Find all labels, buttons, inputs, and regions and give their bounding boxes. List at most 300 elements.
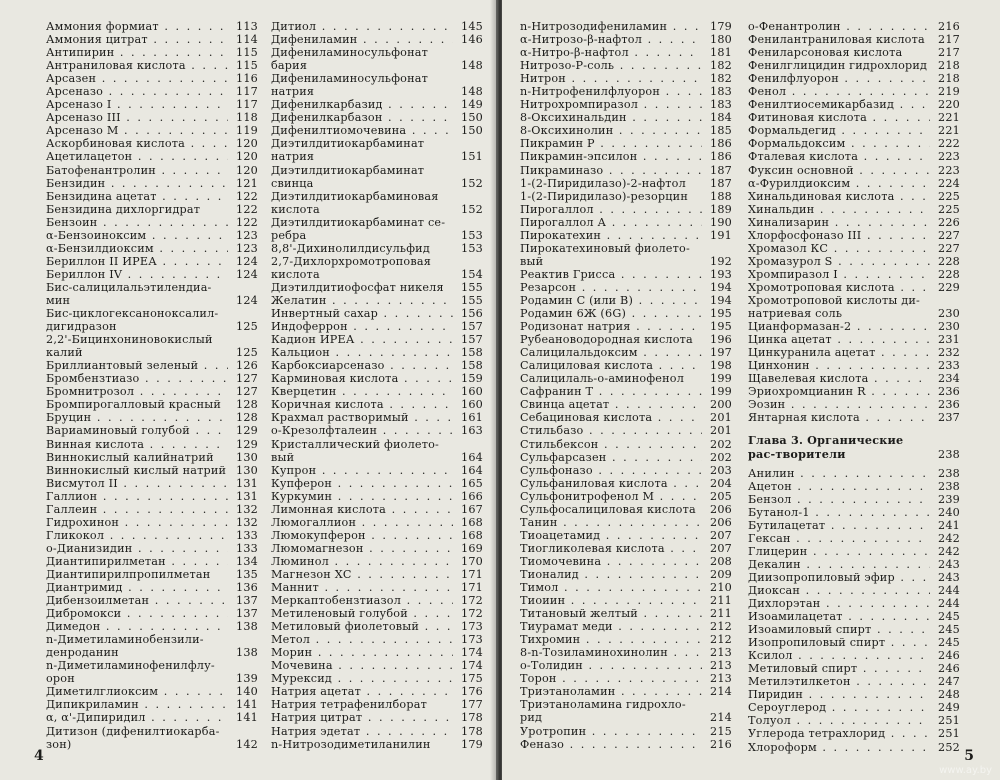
entry-name: Пирогаллол А . . . <box>520 216 702 229</box>
index-entry <box>271 242 483 255</box>
entry-name: 2,7-Дихлорхромотроповая кислота <box>271 254 431 281</box>
entry-page-number: 128 <box>236 411 258 425</box>
entry-page-number: 131 <box>236 476 258 490</box>
entry-name: Феназо . . . <box>520 738 702 751</box>
index-entry <box>46 72 258 85</box>
index-entry <box>520 229 732 242</box>
index-entry <box>748 164 960 177</box>
index-entry <box>46 685 258 698</box>
index-entry <box>748 242 960 255</box>
entry-name: n-Диметиламинофенилфлу-орон <box>46 659 215 686</box>
entry-page-number: 122 <box>236 215 258 229</box>
entry-page-number: 209 <box>710 567 732 581</box>
index-entry <box>46 177 258 190</box>
entry-name: Натрия ацетат . . . <box>271 685 453 698</box>
entry-name: Сульфоназо . . . <box>520 464 702 477</box>
index-entry <box>46 477 258 490</box>
entry-page-number: 182 <box>710 72 732 86</box>
entry-page-number: 230 <box>938 320 960 334</box>
entry-name: Бромбензтиазо . . . <box>46 372 228 385</box>
entry-page-number: 117 <box>236 85 258 99</box>
entry-page-number: 129 <box>236 424 258 438</box>
entry-name: Тиоиин . . . <box>520 594 702 607</box>
entry-page-number: 120 <box>236 137 258 151</box>
entry-page-number: 159 <box>461 372 483 386</box>
entry-page-number: 174 <box>461 659 483 673</box>
index-entry <box>46 33 258 46</box>
entry-page-number: 230 <box>938 307 960 321</box>
index-entry <box>46 20 258 33</box>
entry-page-number: 186 <box>710 137 732 151</box>
entry-page-number: 120 <box>236 150 258 164</box>
entry-name: Метиленовый голубой . . . <box>271 607 453 620</box>
entry-name: α-Нитро-β-нафтол . . . <box>520 46 702 59</box>
entry-name: Хлорфосфоназо III . . . <box>748 229 930 242</box>
entry-name: Хлороформ . . . <box>748 741 930 754</box>
index-entry <box>271 685 483 698</box>
index-entry <box>520 242 732 268</box>
entry-name: Купферон . . . <box>271 477 453 490</box>
index-entry <box>520 333 732 346</box>
index-entry <box>520 633 732 646</box>
index-entry <box>520 738 732 751</box>
entry-name: Пикрамин Р . . . <box>520 137 702 150</box>
entry-page-number: 192 <box>710 254 732 268</box>
entry-page-number: 170 <box>461 554 483 568</box>
index-entry <box>748 255 960 268</box>
entry-page-number: 133 <box>236 528 258 542</box>
entry-page-number: 121 <box>236 176 258 190</box>
entry-name: Торон . . . <box>520 672 702 685</box>
entry-page-number: 127 <box>236 385 258 399</box>
entry-page-number: 245 <box>938 636 960 650</box>
index-entry <box>748 545 960 558</box>
index-entry <box>748 229 960 242</box>
entry-name: Толуол . . . <box>748 714 930 727</box>
entry-name: 2,2'-Бицинхониновокислый калий <box>46 333 213 360</box>
entry-name: Гексан . . . <box>748 532 930 545</box>
entry-name: Тимол . . . <box>520 581 702 594</box>
index-entry <box>271 346 483 359</box>
entry-page-number: 242 <box>938 544 960 558</box>
index-entry <box>46 711 258 724</box>
entry-name: Арсеназо М . . . <box>46 124 228 137</box>
index-entry <box>520 385 732 398</box>
entry-page-number: 202 <box>710 450 732 464</box>
entry-page-number: 213 <box>710 659 732 673</box>
entry-name: Стильбазо . . . <box>520 424 702 437</box>
index-entry <box>748 124 960 137</box>
entry-name: Тиогликолевая кислота . . . <box>520 542 702 555</box>
entry-name: Фуксин основной . . . <box>748 164 930 177</box>
entry-name: Арсеназо III . . . <box>46 111 228 124</box>
entry-page-number: 160 <box>461 398 483 412</box>
entry-page-number: 158 <box>461 346 483 360</box>
entry-page-number: 241 <box>938 518 960 532</box>
index-entry <box>520 398 732 411</box>
index-entry <box>520 85 732 98</box>
entry-page-number: 166 <box>461 489 483 503</box>
index-entry <box>520 111 732 124</box>
index-entry <box>748 333 960 346</box>
index-entry <box>46 137 258 150</box>
entry-page-number: 155 <box>461 280 483 294</box>
index-entry <box>520 372 732 385</box>
index-entry <box>271 46 483 72</box>
index-entry <box>271 594 483 607</box>
entry-page-number: 165 <box>461 476 483 490</box>
entry-page-number: 246 <box>938 649 960 663</box>
entry-page-number: 173 <box>461 633 483 647</box>
entry-page-number: 113 <box>236 20 258 33</box>
index-entry <box>520 464 732 477</box>
entry-page-number: 163 <box>461 424 483 438</box>
entry-name: Кристаллический фиолето-вый <box>271 437 439 464</box>
index-entry <box>271 464 483 477</box>
entry-name: Эриохромцианин R . . . <box>748 385 930 398</box>
entry-page-number: 212 <box>710 620 732 634</box>
index-entry <box>748 268 960 281</box>
entry-page-number: 173 <box>461 620 483 634</box>
index-entry <box>520 620 732 633</box>
index-entry <box>748 137 960 150</box>
entry-name: Родамин 6Ж (6G) . . . <box>520 307 702 320</box>
entry-name: Коричная кислота . . . <box>271 398 453 411</box>
entry-name: Тиоацетамид . . . <box>520 529 702 542</box>
index-entry <box>748 98 960 111</box>
entry-name: Висмутол II . . . <box>46 477 228 490</box>
entry-name: n-Нитрозодиметиланилин <box>271 737 431 751</box>
entry-name: Кадион ИРЕА . . . <box>271 333 453 346</box>
index-entry <box>271 411 483 424</box>
entry-name: Бензоин . . . <box>46 216 228 229</box>
entry-name: Резарсон . . . <box>520 281 702 294</box>
index-entry <box>46 451 258 464</box>
entry-name: Тихромин . . . <box>520 633 702 646</box>
entry-page-number: 125 <box>236 320 258 334</box>
index-entry <box>271 698 483 711</box>
entry-page-number: 180 <box>710 33 732 47</box>
entry-name: Бериллон IV . . . <box>46 268 228 281</box>
entry-page-number: 184 <box>710 111 732 125</box>
entry-page-number: 138 <box>236 646 258 660</box>
index-entry <box>46 203 258 216</box>
entry-page-number: 220 <box>938 98 960 112</box>
entry-page-number: 240 <box>938 505 960 519</box>
entry-page-number: 177 <box>461 698 483 712</box>
index-entry <box>271 164 483 190</box>
index-entry <box>520 33 732 46</box>
index-entry <box>520 281 732 294</box>
entry-page-number: 168 <box>461 515 483 529</box>
entry-page-number: 129 <box>236 437 258 451</box>
index-entry <box>46 581 258 594</box>
entry-page-number: 193 <box>710 267 732 281</box>
index-entry <box>46 516 258 529</box>
entry-page-number: 225 <box>938 202 960 216</box>
entry-name: Стильбексон . . . <box>520 438 702 451</box>
entry-name: Диметилглиоксим . . . <box>46 685 228 698</box>
index-entry <box>748 411 960 424</box>
entry-page-number: 188 <box>710 189 732 203</box>
entry-name: Диизопропиловый эфир . . . <box>748 571 930 584</box>
index-entry <box>46 698 258 711</box>
index-entry <box>748 623 960 636</box>
entry-name: Натрия эдетат . . . <box>271 725 453 738</box>
entry-name: Бензидин . . . <box>46 177 228 190</box>
entry-name: Дибромокси . . . <box>46 607 228 620</box>
index-entry <box>271 216 483 242</box>
entry-name: Сульфонитрофенол М . . . <box>520 490 702 503</box>
entry-name: Дифениламиносульфонат натрия <box>271 72 429 99</box>
index-entry <box>520 438 732 451</box>
index-entry <box>46 542 258 555</box>
index-entry <box>520 555 732 568</box>
index-entry <box>46 424 258 437</box>
index-entry <box>46 503 258 516</box>
entry-page-number: 199 <box>710 385 732 399</box>
entry-page-number: 210 <box>710 581 732 595</box>
entry-name: Арсеназо I . . . <box>46 98 228 111</box>
index-entry <box>748 636 960 649</box>
entry-page-number: 122 <box>236 189 258 203</box>
index-entry <box>520 477 732 490</box>
entry-name: Изоамиловый спирт . . . <box>748 623 930 636</box>
entry-page-number: 190 <box>710 215 732 229</box>
entry-name: Диоксан . . . <box>748 584 930 597</box>
index-entry <box>520 177 732 190</box>
entry-page-number: 200 <box>710 398 732 412</box>
index-entry <box>520 529 732 542</box>
entry-page-number: 125 <box>236 346 258 360</box>
index-entry <box>748 727 960 740</box>
index-entry <box>748 177 960 190</box>
index-entry <box>271 542 483 555</box>
entry-page-number: 176 <box>461 685 483 699</box>
index-entry <box>748 675 960 688</box>
entry-page-number: 187 <box>710 176 732 190</box>
entry-name: Ацетон . . . <box>748 480 930 493</box>
entry-name: Бензол . . . <box>748 493 930 506</box>
entry-name: Мочевина . . . <box>271 659 453 672</box>
entry-name: Щавелевая кислота . . . <box>748 372 930 385</box>
entry-name: Диантримид . . . <box>46 581 228 594</box>
entry-name: Натрия цитрат . . . <box>271 711 453 724</box>
entry-name: Бис-салицилальэтилендиа-мин <box>46 280 212 307</box>
entry-name: n-Диметиламинобензили-денроданин <box>46 633 204 660</box>
entry-name: Аммония формиат . . . <box>46 20 228 33</box>
entry-name: Изоамилацетат . . . <box>748 610 930 623</box>
entry-name: Фениларсоновая кислота <box>748 46 903 60</box>
index-entry <box>46 229 258 242</box>
entry-page-number: 169 <box>461 541 483 555</box>
index-column <box>520 20 732 751</box>
entry-page-number: 150 <box>461 111 483 125</box>
index-entry <box>271 33 483 46</box>
index-entry <box>748 46 960 59</box>
index-entry <box>520 164 732 177</box>
index-entry <box>271 424 483 437</box>
index-entry <box>271 620 483 633</box>
entry-name: Диэтилдитиофосфат никеля <box>271 280 444 294</box>
index-entry <box>748 480 960 493</box>
index-entry <box>748 714 960 727</box>
page-number: 5 <box>964 748 974 764</box>
index-column <box>271 20 483 751</box>
entry-name: Триэтаноламин . . . <box>520 685 702 698</box>
entry-page-number: 195 <box>710 307 732 321</box>
entry-name: Пикрамин-эпсилон . . . <box>520 150 702 163</box>
entry-page-number: 214 <box>710 711 732 725</box>
entry-name: Маннит . . . <box>271 581 453 594</box>
index-entry <box>520 646 732 659</box>
entry-name: Хинальдин . . . <box>748 203 930 216</box>
index-entry <box>748 85 960 98</box>
entry-name: Пирокатехиновый фиолето-вый <box>520 241 690 268</box>
entry-page-number: 212 <box>710 633 732 647</box>
entry-name: Дибензоилметан . . . <box>46 594 228 607</box>
index-entry <box>520 516 732 529</box>
index-entry <box>271 568 483 581</box>
entry-name: Себациновая кислота . . . <box>520 411 702 424</box>
index-entry <box>46 607 258 620</box>
entry-page-number: 124 <box>236 254 258 268</box>
entry-page-number: 207 <box>710 541 732 555</box>
index-entry <box>46 529 258 542</box>
entry-page-number: 245 <box>938 610 960 624</box>
entry-page-number: 124 <box>236 293 258 307</box>
entry-page-number: 191 <box>710 228 732 242</box>
entry-page-number: 251 <box>938 727 960 741</box>
entry-page-number: 231 <box>938 333 960 347</box>
entry-name: Дифенилтиомочевина . . . <box>271 124 453 137</box>
entry-name: Галлион . . . <box>46 490 228 503</box>
index-entry <box>46 464 258 477</box>
entry-name: Углерода тетрахлорид . . . <box>748 727 930 740</box>
entry-name: Глицерин . . . <box>748 545 930 558</box>
entry-name: Фенилтиосемикарбазид . . . <box>748 98 930 111</box>
index-entry <box>271 581 483 594</box>
entry-name: 8,8'-Дихинолилдисульфид <box>271 241 430 255</box>
entry-name: Реактив Грисса . . . <box>520 268 702 281</box>
entry-page-number: 153 <box>461 241 483 255</box>
entry-page-number: 205 <box>710 489 732 503</box>
index-entry <box>748 111 960 124</box>
entry-name: α-Фурилдиоксим . . . <box>748 177 930 190</box>
entry-page-number: 164 <box>461 463 483 477</box>
index-entry <box>271 672 483 685</box>
entry-name: Морин . . . <box>271 646 453 659</box>
entry-name: Пирокатехин . . . <box>520 229 702 242</box>
index-entry <box>748 506 960 519</box>
entry-name: Салицилальдоксим . . . <box>520 346 702 359</box>
entry-page-number: 117 <box>236 98 258 112</box>
index-entry <box>748 584 960 597</box>
index-entry <box>271 711 483 724</box>
entry-name: Диэтилдитиокарбаминовая кислота <box>271 189 439 216</box>
entry-page-number: 146 <box>461 33 483 47</box>
index-entry <box>46 124 258 137</box>
index-entry <box>748 571 960 584</box>
entry-page-number: 124 <box>236 267 258 281</box>
entry-page-number: 183 <box>710 85 732 99</box>
entry-name: Фенилфлуорон . . . <box>748 72 930 85</box>
index-entry <box>46 190 258 203</box>
index-entry <box>271 72 483 98</box>
index-entry <box>271 477 483 490</box>
entry-name: Танин . . . <box>520 516 702 529</box>
index-entry <box>748 346 960 359</box>
entry-page-number: 133 <box>236 541 258 555</box>
index-entry <box>520 307 732 320</box>
index-entry <box>46 85 258 98</box>
index-entry <box>271 398 483 411</box>
index-entry <box>46 359 258 372</box>
index-entry <box>271 294 483 307</box>
index-entry <box>520 411 732 424</box>
entry-page-number: 160 <box>461 385 483 399</box>
entry-page-number: 120 <box>236 163 258 177</box>
entry-page-number: 126 <box>236 359 258 373</box>
entry-name: Родизонат натрия . . . <box>520 320 702 333</box>
index-entry <box>271 607 483 620</box>
entry-page-number: 182 <box>710 59 732 73</box>
index-entry <box>46 438 258 451</box>
entry-page-number: 195 <box>710 320 732 334</box>
entry-page-number: 179 <box>710 20 732 33</box>
entry-page-number: 135 <box>236 567 258 581</box>
index-entry <box>748 359 960 372</box>
entry-page-number: 128 <box>236 398 258 412</box>
entry-page-number: 130 <box>236 463 258 477</box>
entry-name: Индоферрон . . . <box>271 320 453 333</box>
entry-name: Вариаминовый голубой . . . <box>46 424 228 437</box>
index-entry <box>748 662 960 675</box>
entry-name: Хромпиразол I . . . <box>748 268 930 281</box>
entry-page-number: 238 <box>938 479 960 493</box>
index-entry <box>46 411 258 424</box>
entry-page-number: 213 <box>710 672 732 686</box>
entry-page-number: 123 <box>236 228 258 242</box>
entry-name: Желатин . . . <box>271 294 453 307</box>
entry-page-number: 246 <box>938 662 960 676</box>
watermark: www.ay.by <box>939 765 992 776</box>
entry-name: Анилин . . . <box>748 467 930 480</box>
index-entry <box>46 725 258 751</box>
entry-name: Дифениламиносульфонат бария <box>271 46 429 73</box>
entry-page-number: 157 <box>461 333 483 347</box>
entry-name: Виннокислый калийнатрий <box>46 450 214 464</box>
entry-name: 1-(2-Пиридилазо)-2-нафтол <box>520 176 686 190</box>
entry-page-number: 130 <box>236 450 258 464</box>
index-entry <box>748 532 960 545</box>
entry-page-number: 227 <box>938 241 960 255</box>
entry-name: Метилэтилкетон . . . <box>748 675 930 688</box>
index-entry <box>271 438 483 464</box>
entry-name: Димедон . . . <box>46 620 228 633</box>
entry-page-number: 145 <box>461 20 483 33</box>
entry-name: Пирогаллол . . . <box>520 203 702 216</box>
entry-page-number: 171 <box>461 567 483 581</box>
entry-name: Фитиновая кислота . . . <box>748 111 930 124</box>
chapter-heading-entry <box>748 434 960 460</box>
entry-name: Цинка ацетат . . . <box>748 333 930 346</box>
entry-name: Люмомагнезон . . . <box>271 542 453 555</box>
index-entry <box>748 558 960 571</box>
index-entry <box>46 620 258 633</box>
entry-name: Диэтилдитиокарбаминат се-ребра <box>271 215 446 242</box>
index-entry <box>271 124 483 137</box>
